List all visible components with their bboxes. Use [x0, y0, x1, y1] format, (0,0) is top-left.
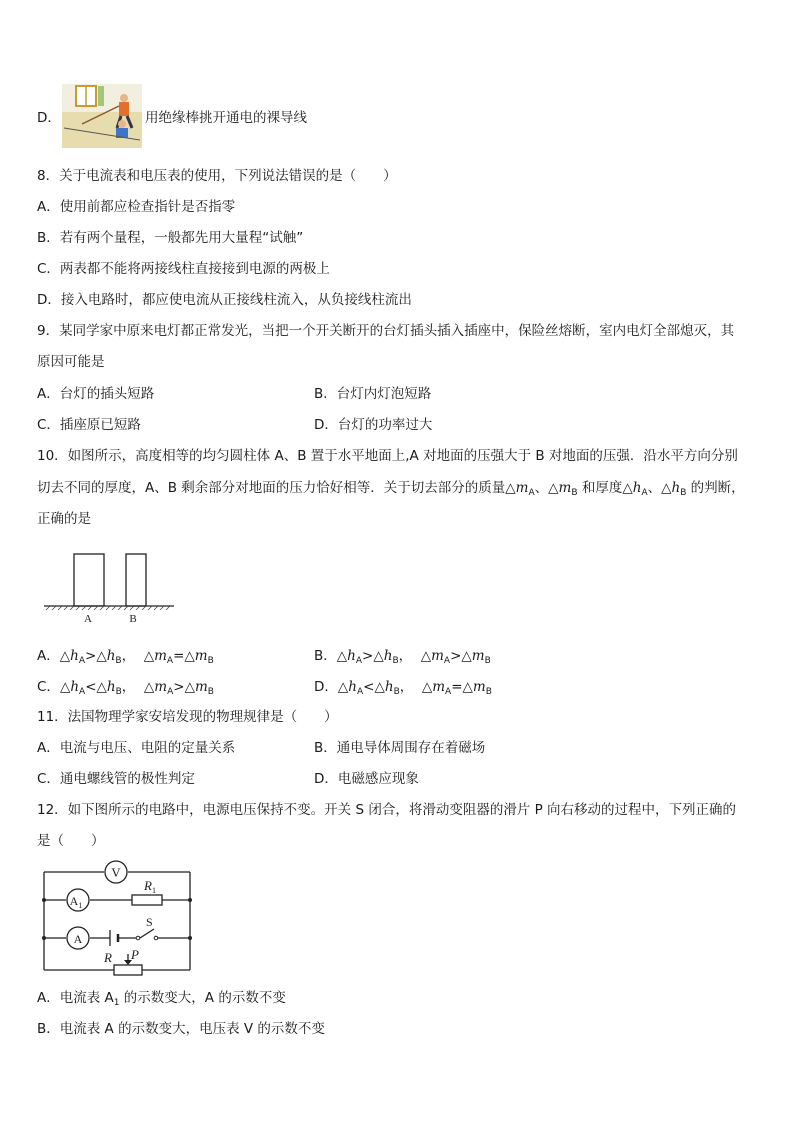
q9-option-a: A．台灯的插头短路 — [37, 386, 155, 402]
q8-option-a: A．使用前都应检查指针是否指零 — [37, 199, 236, 215]
insulating-rod-illustration — [62, 84, 142, 148]
cylinder-a — [74, 554, 104, 606]
q11-stem: 11．法国物理学家安培发现的物理规律是（ ） — [37, 709, 338, 725]
q10-stem-line3: 正确的是 — [37, 511, 91, 527]
ammeter-a-label: A — [73, 932, 83, 946]
q9-stem-line1: 9．某同学家中原来电灯都正常发光，当把一个开关断开的台灯插头插入插座中，保险丝熔断，室内电灯全部熄灭，其 — [37, 323, 735, 339]
resistor-r1 — [132, 895, 162, 905]
voltmeter-label: V — [111, 865, 121, 880]
q9-option-c: C．插座原已短路 — [37, 417, 141, 433]
q8-stem: 8．关于电流表和电压表的使用，下列说法错误的是（ ） — [37, 168, 397, 184]
rheostat-r-label: R — [104, 950, 112, 965]
switch-label: S — [146, 915, 153, 929]
slider-p-label: P — [131, 947, 139, 962]
cylinders-figure — [42, 548, 177, 626]
q12-stem-line2: 是（ ） — [37, 833, 105, 849]
q7-option-d-text: 用绝缘棒挑开通电的裸导线 — [145, 110, 307, 126]
q10-stem-line1: 10．如图所示，高度相等的均匀圆柱体 A、B 置于水平地面上,A 对地面的压强大于 B 对地面的压强．沿水平方向分别 — [37, 448, 738, 464]
cylinder-b-label: B — [129, 613, 137, 625]
q11-option-c: C．通电螺线管的极性判定 — [37, 771, 195, 787]
q9-option-d: D．台灯的功率过大 — [314, 417, 433, 433]
ammeter-a1-label: $A_1$ — [69, 894, 83, 910]
q10-option-a: A．$\triangle h_A>\triangle h_B$， $\triangle m_A=\triangle m_B$ — [37, 648, 214, 666]
q11-option-a: A．电流与电压、电阻的定量关系 — [37, 740, 236, 756]
q9-option-b: B．台灯内灯泡短路 — [314, 386, 432, 402]
q11-option-b: B．通电导体周围存在着磁场 — [314, 740, 486, 756]
q10-option-d: D．$\triangle h_A<\triangle h_B$， $\triangle m_A=\triangle m_B$ — [314, 679, 492, 697]
q8-option-d: D．接入电路时，都应使电流从正接线柱流入，从负接线柱流出 — [37, 292, 412, 308]
q12-option-a: A．电流表 $A_1$ 的示数变大，A 的示数不变 — [37, 990, 286, 1008]
q7-option-d-label: D． — [37, 110, 61, 126]
resistor-r1-label: $R_1$ — [144, 878, 156, 895]
q10-option-c: C．$\triangle h_A<\triangle h_B$， $\triangle m_A>\triangle m_B$ — [37, 679, 214, 697]
q12-stem-line1: 12．如下图所示的电路中，电源电压保持不变。开关 S 闭合，将滑动变阻器的滑片 P 向右移动的过程中，下列正确的 — [37, 802, 737, 818]
q8-option-b: B．若有两个量程，一般都先用大量程“试触” — [37, 230, 304, 246]
q10-stem-line2: 切去不同的厚度，A、B 剩余部分对地面的压力恰好相等．关于切去部分的质量$\triangle m_A$、$\triangle m_B$ 和厚度$\triangle h_A$、$\triangle h_B$ 的判断， — [37, 480, 745, 498]
q12-option-b: B．电流表 A 的示数变大，电压表 V 的示数不变 — [37, 1021, 325, 1037]
q10-option-b: B．$\triangle h_A>\triangle h_B$， $\triangle m_A>\triangle m_B$ — [314, 648, 491, 666]
cylinder-a-label: A — [84, 613, 92, 625]
rheostat-r — [114, 965, 142, 975]
q8-option-c: C．两表都不能将两接线柱直接接到电源的两极上 — [37, 261, 330, 277]
q11-option-d: D．电磁感应现象 — [314, 771, 419, 787]
q9-stem-line2: 原因可能是 — [37, 354, 105, 370]
cylinder-b — [126, 554, 146, 606]
circuit-diagram — [38, 858, 198, 976]
